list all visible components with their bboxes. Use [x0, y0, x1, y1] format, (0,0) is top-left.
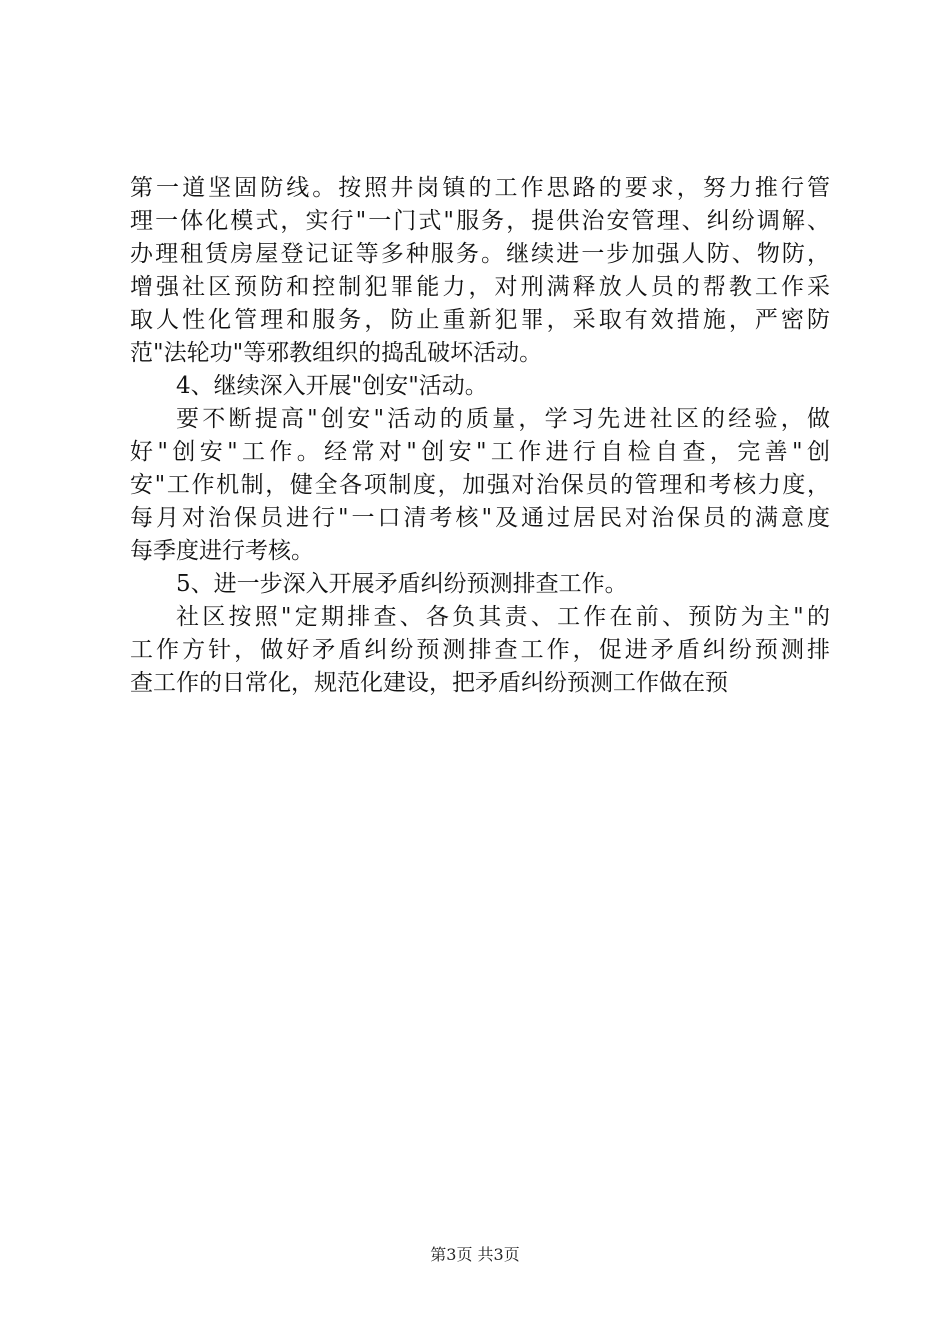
page-number-label: 第3页 共3页 — [430, 1245, 520, 1264]
text-line: 增强社区预防和控制犯罪能力，对刑满释放人员的帮教工作采 — [130, 274, 830, 300]
text-line: 社区按照"定期排查、各负其责、工作在前、预防为主"的 — [176, 604, 830, 630]
text-line: 好"创安"工作。经常对"创安"工作进行自检自查，完善"创 — [130, 439, 830, 465]
section-heading-4: 4、继续深入开展"创安"活动。 — [176, 373, 488, 399]
text-line: 办理租赁房屋登记证等多种服务。继续进一步加强人防、物防， — [130, 241, 830, 267]
text-line: 理一体化模式，实行"一门式"服务，提供治安管理、纠纷调解、 — [130, 208, 830, 234]
document-body — [130, 172, 830, 700]
text-line: 要不断提高"创安"活动的质量，学习先进社区的经验，做 — [176, 406, 830, 432]
section-heading-5: 5、进一步深入开展矛盾纠纷预测排查工作。 — [176, 571, 628, 597]
text-line: 每月对治保员进行"一口清考核"及通过居民对治保员的满意度 — [130, 505, 830, 531]
text-line: 每季度进行考核。 — [130, 538, 314, 564]
page-footer — [0, 1242, 950, 1265]
text-line: 取人性化管理和服务，防止重新犯罪，采取有效措施，严密防 — [130, 307, 830, 333]
text-line: 范"法轮功"等邪教组织的捣乱破坏活动。 — [130, 340, 543, 366]
text-line: 查工作的日常化，规范化建设，把矛盾纠纷预测工作做在预 — [130, 670, 728, 696]
text-line: 工作方针，做好矛盾纠纷预测排查工作，促进矛盾纠纷预测排 — [130, 637, 830, 663]
text-line: 安"工作机制，健全各项制度，加强对治保员的管理和考核力度， — [130, 472, 830, 498]
text-line: 第一道坚固防线。按照井岗镇的工作思路的要求，努力推行管 — [130, 175, 830, 201]
